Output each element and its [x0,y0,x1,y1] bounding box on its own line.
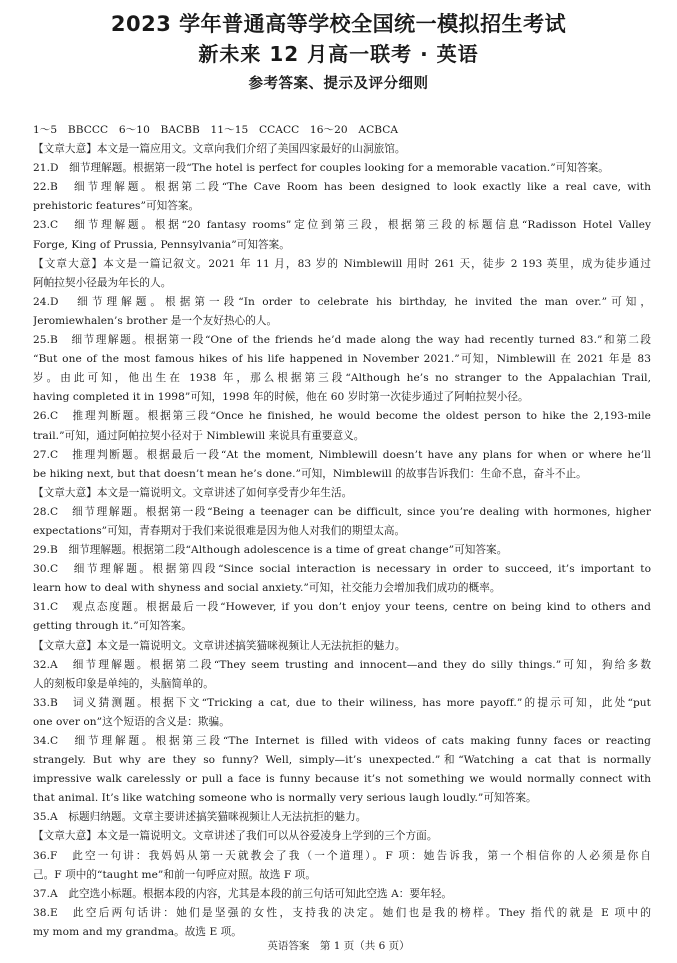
text-line: getting through it.”可知答案。 [33,620,192,633]
text-line: one over on”这个短语的含义是：欺骗。 [33,715,230,728]
text-line: expectations”可知，青春期对于我们来说很难是因为他人对我们的期望太高。 [33,524,406,537]
text-line: 35.A 标题归纳题。文章主要讲述搞笑猫咪视频让人无法抗拒的魅力。 [33,811,367,824]
answer-body [33,121,651,942]
text-line: be hiking next, but that doesn’t mean he’s done.”可知，Nimblewill 的故事告诉我们：生命不息，奋斗不止。 [33,467,587,480]
exam-subtitle: 新未来 12 月高一联考 · 英语 [198,42,479,66]
text-line: 24.D 细节理解题。根据第一段“In order to celebrate his birthday, he invited the man over.”可知， [33,295,651,308]
text-line: prehistoric features”可知答案。 [33,200,200,213]
text-line: 【文章大意】本文是一篇说明文。文章讲述了如何享受青少年生活。 [33,486,353,499]
page-footer: 英语答案 第 1 页（共 6 页） [267,940,410,952]
text-line: 25.B 细节理解题。根据第一段“One of the friends he’d made along the way had recently turned 83.”和第二段 [33,334,651,347]
text-line: 38.E 此空后两句话讲：她们是坚强的女性，支持我的决定。她们也是我的榜样。They 指代的就是 E 项中的 [33,906,651,919]
text-line: 己。F 项中的“taught me”和前一句呼应对照。故选 F 项。 [33,868,316,881]
text-line: 【文章大意】本文是一篇说明文。文章讲述了我们可以从谷爱凌身上学到的三个方面。 [33,830,438,843]
text-line: 【文章大意】本文是一篇应用文。文章向我们介绍了美国四家最好的山洞旅馆。 [33,143,406,156]
exam-title: 2023 学年普通高等学校全国统一模拟招生考试 [110,12,567,36]
text-line: 28.C 细节理解题。根据第一段“Being a teenager can be difficult, since you’re dealing with hormones, higher [33,505,651,518]
text-line: 人的刻板印象是单纯的，头脑简单的。 [33,677,214,690]
text-line: impressive walk carelessly or pull a face is funny because it’s not something we would normally connect with [33,773,651,786]
text-line: trail.”可知，通过阿帕拉契小径对于 Nimblewill 来说具有重要意义。 [33,429,365,442]
text-line: 34.C 细节理解题。根据第三段“The Internet is filled with videos of cats making funny faces or reacting [33,735,651,747]
text-line: 37.A 此空选小标题。根据本段的内容，尤其是本段的前三句话可知此空选 A：要年轻。 [33,887,452,900]
text-line: 29.B 细节理解题。根据第二段“Although adolescence is a time of great change”可知答案。 [33,544,508,557]
text-line: 32.A 细节理解题。根据第二段“They seem trusting and innocent—and they do silly things.”可知，狗给多数 [33,658,651,671]
text-line: 21.D 细节理解题。根据第一段“The hotel is perfect for couples looking for a memorable vacation.”可知答案。 [33,162,609,175]
text-line: 36.F 此空一句讲：我妈妈从第一天就教会了我（一个道理）。F 项：她告诉我，第一个相信你的人必须是你自 [33,849,651,862]
text-line: Forge, King of Prussia, Pennsylvania”可知答案。 [33,238,290,251]
answer-key-heading: 参考答案、提示及评分细则 [248,76,429,92]
text-line: having completed it in 1998”可知，1998 年的时候，他在 60 岁时第一次徒步通过了阿帕拉契小径。 [33,391,529,404]
text-line: 26.C 推理判断题。根据第三段“Once he finished, he would become the oldest person to hike the 2,193-mile [33,410,651,423]
text-line: 27.C 推理判断题。根据最后一段“At the moment, Nimblewill doesn’t have any plans for when or where he’ll [33,448,651,461]
text-line: 1～5 BBCCC 6～10 BACBB 11～15 CCACC 16～20 ACBCA [33,124,399,136]
text-line: 【文章大意】本文是一篇记叙文。2021 年 11 月，83 岁的 Nimblewill 用时 261 天，徒步 2 193 英里，成为徒步通过 [33,257,651,270]
text-line: 30.C 细节理解题。根据第四段“Since social interaction is necessary in order to succeed, it’s important to [33,563,651,576]
text-line: 31.C 观点态度题。根据最后一段“However, if you don’t enjoy your teens, centre on being kind to others and [33,601,651,614]
text-line: Jeromiewhalen’s brother 是一个友好热心的人。 [33,314,278,327]
text-line: strangely. But why are they so funny? Well, simply—it’s unexpected.”和“Watching a cat that is normally [33,754,651,767]
text-line: learn how to deal with shyness and social anxiety.”可知，社交能力会增加我们成功的概率。 [33,582,501,595]
text-line: “But one of the most famous hikes of his life happened in November 2021.”可知，Nimblewill 在 2021 年是 83 [33,353,651,366]
text-line: 23.C 细节理解题。根据“20 fantasy rooms”定位到第三段，根据第三段的标题信息“Radisson Hotel Valley [33,219,651,232]
text-line: 阿帕拉契小径最为年长的人。 [33,276,172,289]
text-line: 【文章大意】本文是一篇说明文。文章讲述搞笑猫咪视频让人无法抗拒的魅力。 [33,639,406,652]
text-line: that animal. It’s like watching someone who is normally very serious laugh loudly.”可知答案。 [33,792,537,805]
text-line: 22.B 细节理解题。根据第二段“The Cave Room has been designed to look exactly like a real cave, with [33,181,651,194]
text-line: 33.B 词义猜测题。根据下文“Tricking a cat, due to their wiliness, has more payoff.”的提示可知，此处“put [33,696,651,709]
text-line: my mom and my grandma。故选 E 项。 [33,925,242,938]
text-line: 岁。由此可知，他出生在 1938 年，那么根据第三段“Although he’s no stranger to the Appalachian Trail, [33,372,651,385]
